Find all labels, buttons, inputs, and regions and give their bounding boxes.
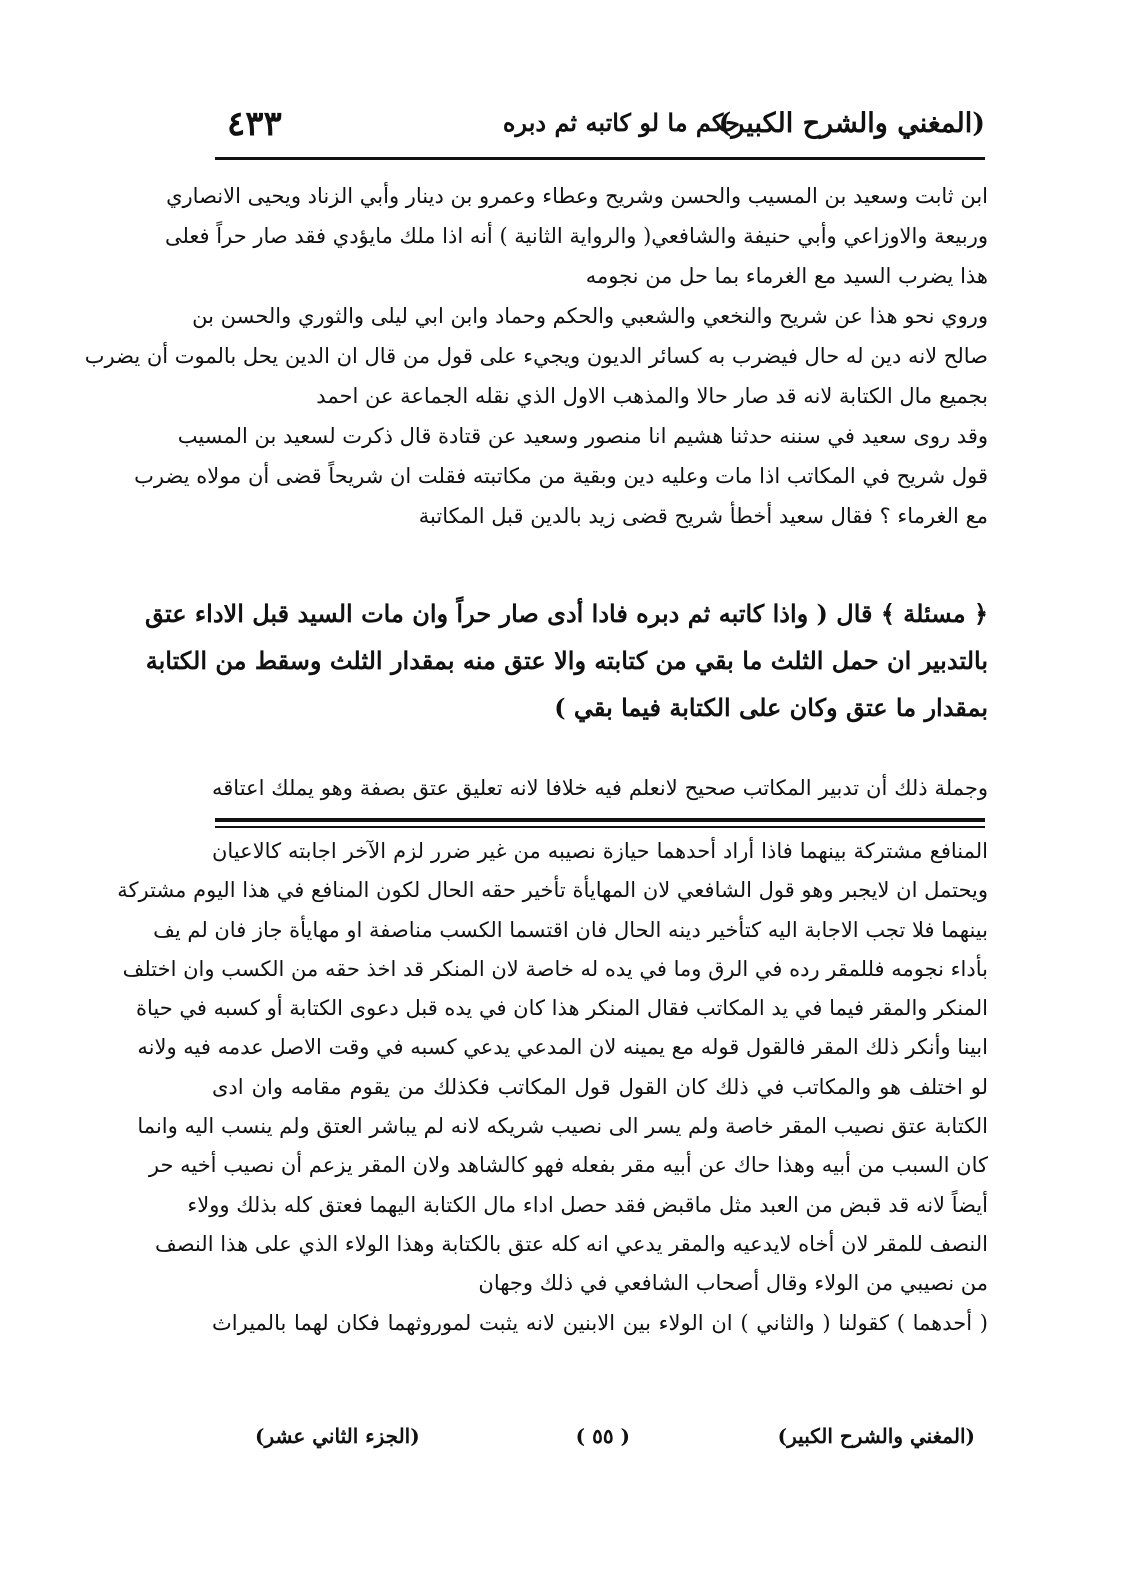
text-line: من نصيبي من الولاء وقال أصحاب الشافعي في ذلك وجهان: [478, 1271, 988, 1296]
footer-part-label: (الجزء الثاني عشر): [255, 1424, 420, 1448]
header-rule: [215, 157, 985, 160]
section-divider-thin: [215, 826, 985, 828]
text-line: بأداء نجومه فللمقر رده في الرق وما في يده له خاصة لان المنكر قد اخذ حقه من الكسب وان اختلف: [122, 956, 988, 981]
header-chapter-title: حكم ما لو كاتبه ثم دبره: [502, 108, 740, 137]
text-line: وقد روى سعيد في سننه حدثنا هشيم انا منصور وسعيد عن قتادة قال ذكرت لسعيد بن المسيب: [177, 424, 988, 448]
text-line: قول شريح في المكاتب اذا مات وعليه دين وبقية من مكاتبته فقلت ان شريحاً قضى أن مولاه يضرب: [134, 464, 988, 488]
running-header: [215, 104, 985, 152]
text-line: المنكر والمقر فيما في يد المكاتب فقال المنكر هذا كان في يده قبل دعوى الكتابة أو كسبه في حياة: [136, 996, 988, 1021]
commentary-start-block: [212, 768, 988, 808]
masala-block: [144, 590, 988, 731]
masala-line: ﴿ مسئلة ﴾ قال ( واذا كاتبه ثم دبره فادا أدى صار حراً وان مات السيد قبل الاداء عتق: [144, 599, 988, 628]
text-line: أيضاً لانه قد قبض من العبد مثل ماقبض فقد حصل اداء مال الكتابة اليهما فعتق كله بذلك وولاء: [187, 1192, 988, 1217]
text-line: ويحتمل ان لايجبر وهو قول الشافعي لان المهايأة تأخير حقه الحال لكون المنافع في هذا اليوم مشتركة: [117, 878, 988, 903]
text-line: وروي نحو هذا عن شريح والنخعي والشعبي والحكم وحماد وابن ابي ليلى والثوري والحسن بن: [192, 304, 988, 328]
page-footer: [255, 1424, 975, 1460]
text-line: ابينا وأنكر ذلك المقر فالقول قوله مع يمينه لان المدعي يدعي كسبه في وقت الاصل عدمه فيه ولانه: [137, 1035, 988, 1060]
text-line: وجملة ذلك أن تدبير المكاتب صحيح لانعلم فيه خلافا لانه تعليق عتق بصفة وهو يملك اعتاقه: [212, 776, 988, 800]
text-line: الكتابة عتق نصيب المقر خاصة ولم يسر الى نصيب شريكه لانه لم يباشر العتق ولم ينسب اليه وانما: [137, 1114, 988, 1139]
text-line: ابن ثابت وسعيد بن المسيب والحسن وشريح وعطاء وعمرو بن دينار وأبي الزناد ويحيى الانصاري: [166, 184, 988, 208]
text-line: كان السبب من أبيه وهذا حاك عن أبيه مقر بفعله فهو كالشاهد ولان المقر يزعم أن نصيب أخيه حر: [148, 1153, 988, 1178]
upper-text-block: [84, 176, 988, 536]
masala-line: بالتدبير ان حمل الثلث ما بقي من كتابته والا عتق منه بمقدار الثلث وسقط من الكتابة: [145, 646, 988, 675]
footer-sheet-number: ( ٥٥ ): [575, 1424, 630, 1448]
text-line: هذا يضرب السيد مع الغرماء بما حل من نجومه: [585, 264, 988, 288]
text-line: صالح لانه دين له حال فيضرب به كسائر الديون ويجيء على قول من قال ان الدين يحل بالموت أن يضرب: [84, 344, 988, 368]
footer-book-title: (المغني والشرح الكبير): [777, 1424, 975, 1448]
text-line: لو اختلف هو والمكاتب في ذلك كان القول قول المكاتب فكذلك من يقوم مقامه وان ادى: [212, 1074, 988, 1099]
text-line: ( أحدهما ) كقولنا ( والثاني ) ان الولاء بين الابنين لانه يثبت لموروثهما فكان لهما بالميراث: [212, 1310, 988, 1335]
text-line: مع الغرماء ؟ فقال سعيد أخطأ شريح قضى زيد بالدين قبل المكاتبة: [418, 504, 988, 528]
page-number: ٤٣٣: [227, 104, 282, 144]
text-line: بينهما فلا تجب الاجابة اليه كتأخير دينه الحال فان اقتسما الكسب مناصفة او مهايأة جاز فان لم يف: [153, 917, 988, 942]
section-divider-thick: [215, 818, 985, 822]
text-line: وربيعة والاوزاعي وأبي حنيفة والشافعي( والرواية الثانية ) أنه اذا ملك مايؤدي فقد صار حراً فعلى: [164, 224, 988, 248]
text-line: النصف للمقر لان أخاه لايدعيه والمقر يدعي انه كله عتق بالكتابة وهذا الولاء الذي على هذا النصف: [155, 1231, 988, 1256]
header-book-title: (المغني والشرح الكبير): [718, 108, 985, 139]
text-line: بجميع مال الكتابة لانه قد صار حالا والمذهب الاول الذي نقله الجماعة عن احمد: [316, 384, 988, 408]
lower-text-block: [117, 832, 988, 1343]
text-line: المنافع مشتركة بينهما فاذا أراد أحدهما حيازة نصيبه من غير ضرر لزم الآخر اجابته كالاعيان: [212, 839, 988, 863]
masala-line: بمقدار ما عتق وكان على الكتابة فيما بقي ): [554, 693, 988, 722]
